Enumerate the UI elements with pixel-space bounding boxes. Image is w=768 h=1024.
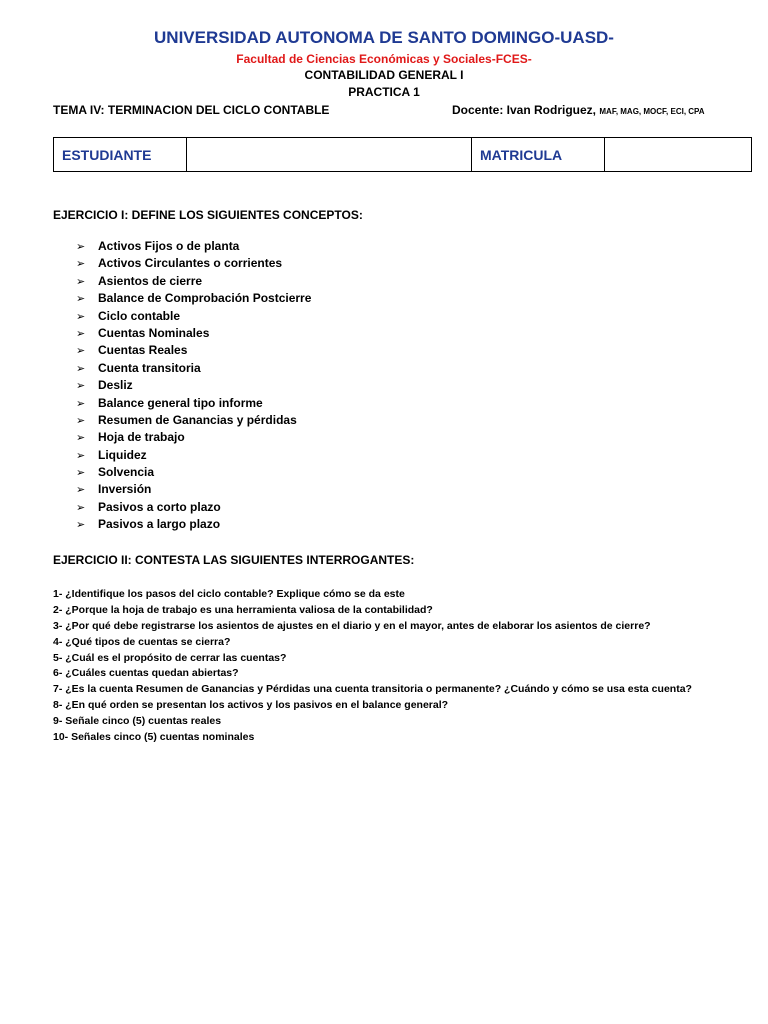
course-name: CONTABILIDAD GENERAL I bbox=[304, 68, 464, 82]
list-item: ➢ Desliz bbox=[76, 377, 311, 394]
arrow-bullet-icon: ➢ bbox=[76, 397, 86, 410]
arrow-bullet-icon: ➢ bbox=[76, 327, 86, 340]
list-item: ➢ Pasivos a corto plazo bbox=[76, 499, 311, 516]
list-item: ➢ Balance general tipo informe bbox=[76, 395, 311, 412]
question-item: 3- ¿Por qué debe registrarse los asientos de ajustes en el diario y en el mayor, antes de elaborar los asientos de cierre? bbox=[53, 619, 651, 632]
topic-line: TEMA IV: TERMINACION DEL CICLO CONTABLE bbox=[53, 103, 330, 117]
teacher-name: Docente: Ivan Rodriguez, bbox=[452, 103, 597, 117]
list-item: ➢ Resumen de Ganancias y pérdidas bbox=[76, 412, 311, 429]
arrow-bullet-icon: ➢ bbox=[76, 310, 86, 323]
question-item: 7- ¿Es la cuenta Resumen de Ganancias y Pérdidas una cuenta transitoria o permanente? ¿Cuándo y cómo se usa esta cuenta? bbox=[53, 683, 692, 696]
arrow-bullet-icon: ➢ bbox=[76, 414, 86, 427]
list-item: ➢ Activos Circulantes o corrientes bbox=[76, 255, 311, 272]
id-value-cell bbox=[605, 138, 752, 172]
list-item: ➢ Ciclo contable bbox=[76, 308, 311, 325]
list-item: ➢ Liquidez bbox=[76, 447, 311, 464]
arrow-bullet-icon: ➢ bbox=[76, 258, 86, 271]
questions-list bbox=[53, 587, 692, 746]
arrow-bullet-icon: ➢ bbox=[76, 275, 86, 288]
exercise1-title: EJERCICIO I: DEFINE LOS SIGUIENTES CONCEPTOS: bbox=[53, 208, 363, 222]
list-item: ➢ Solvencia bbox=[76, 464, 311, 481]
arrow-bullet-icon: ➢ bbox=[76, 501, 86, 514]
question-item: 10- Señales cinco (5) cuentas nominales bbox=[53, 731, 255, 744]
arrow-bullet-icon: ➢ bbox=[76, 380, 86, 393]
practice-title: PRACTICA 1 bbox=[348, 85, 420, 99]
list-item: ➢ Balance de Comprobación Postcierre bbox=[76, 290, 311, 307]
arrow-bullet-icon: ➢ bbox=[76, 432, 86, 445]
concepts-list bbox=[76, 238, 311, 534]
question-item: 1- ¿Identifique los pasos del ciclo contable? Explique cómo se da este bbox=[53, 588, 405, 600]
arrow-bullet-icon: ➢ bbox=[76, 241, 86, 253]
university-title: UNIVERSIDAD AUTONOMA DE SANTO DOMINGO-UASD- bbox=[154, 28, 614, 47]
list-item: ➢ Inversión bbox=[76, 481, 311, 498]
arrow-bullet-icon: ➢ bbox=[76, 519, 86, 532]
id-label-cell: MATRICULA bbox=[472, 138, 605, 172]
arrow-bullet-icon: ➢ bbox=[76, 293, 86, 306]
list-item: ➢ Cuentas Reales bbox=[76, 342, 311, 359]
list-item: ➢ Cuenta transitoria bbox=[76, 360, 311, 377]
list-item: ➢ Cuentas Nominales bbox=[76, 325, 311, 342]
question-item: 5- ¿Cuál es el propósito de cerrar las cuentas? bbox=[53, 651, 287, 664]
arrow-bullet-icon: ➢ bbox=[76, 467, 86, 480]
exercise2-title: EJERCICIO II: CONTESTA LAS SIGUIENTES INTERROGANTES: bbox=[53, 553, 415, 567]
arrow-bullet-icon: ➢ bbox=[76, 345, 86, 358]
question-item: 9- Señale cinco (5) cuentas reales bbox=[53, 715, 222, 728]
question-item: 4- ¿Qué tipos de cuentas se cierra? bbox=[53, 635, 231, 648]
student-label-cell: ESTUDIANTE bbox=[54, 138, 187, 172]
list-item: ➢ Activos Fijos o de planta bbox=[76, 238, 311, 255]
question-item: 8- ¿En qué orden se presentan los activos y los pasivos en el balance general? bbox=[53, 699, 449, 712]
question-item: 6- ¿Cuáles cuentas quedan abiertas? bbox=[53, 667, 239, 680]
list-item: ➢ Hoja de trabajo bbox=[76, 429, 311, 446]
question-item: 2- ¿Porque la hoja de trabajo es una herramienta valiosa de la contabilidad? bbox=[53, 603, 433, 616]
arrow-bullet-icon: ➢ bbox=[76, 362, 86, 375]
list-item: ➢ Pasivos a largo plazo bbox=[76, 516, 311, 533]
list-item: ➢ Asientos de cierre bbox=[76, 273, 311, 290]
arrow-bullet-icon: ➢ bbox=[76, 484, 86, 497]
arrow-bullet-icon: ➢ bbox=[76, 449, 86, 462]
student-info-table bbox=[53, 137, 752, 172]
faculty-name: Facultad de Ciencias Económicas y Sociales-FCES- bbox=[236, 52, 532, 66]
teacher-credentials: MAF, MAG, MOCF, ECI, CPA bbox=[599, 107, 705, 116]
student-value-cell bbox=[187, 138, 472, 172]
teacher-line bbox=[452, 103, 705, 117]
student-info-row bbox=[54, 138, 752, 172]
